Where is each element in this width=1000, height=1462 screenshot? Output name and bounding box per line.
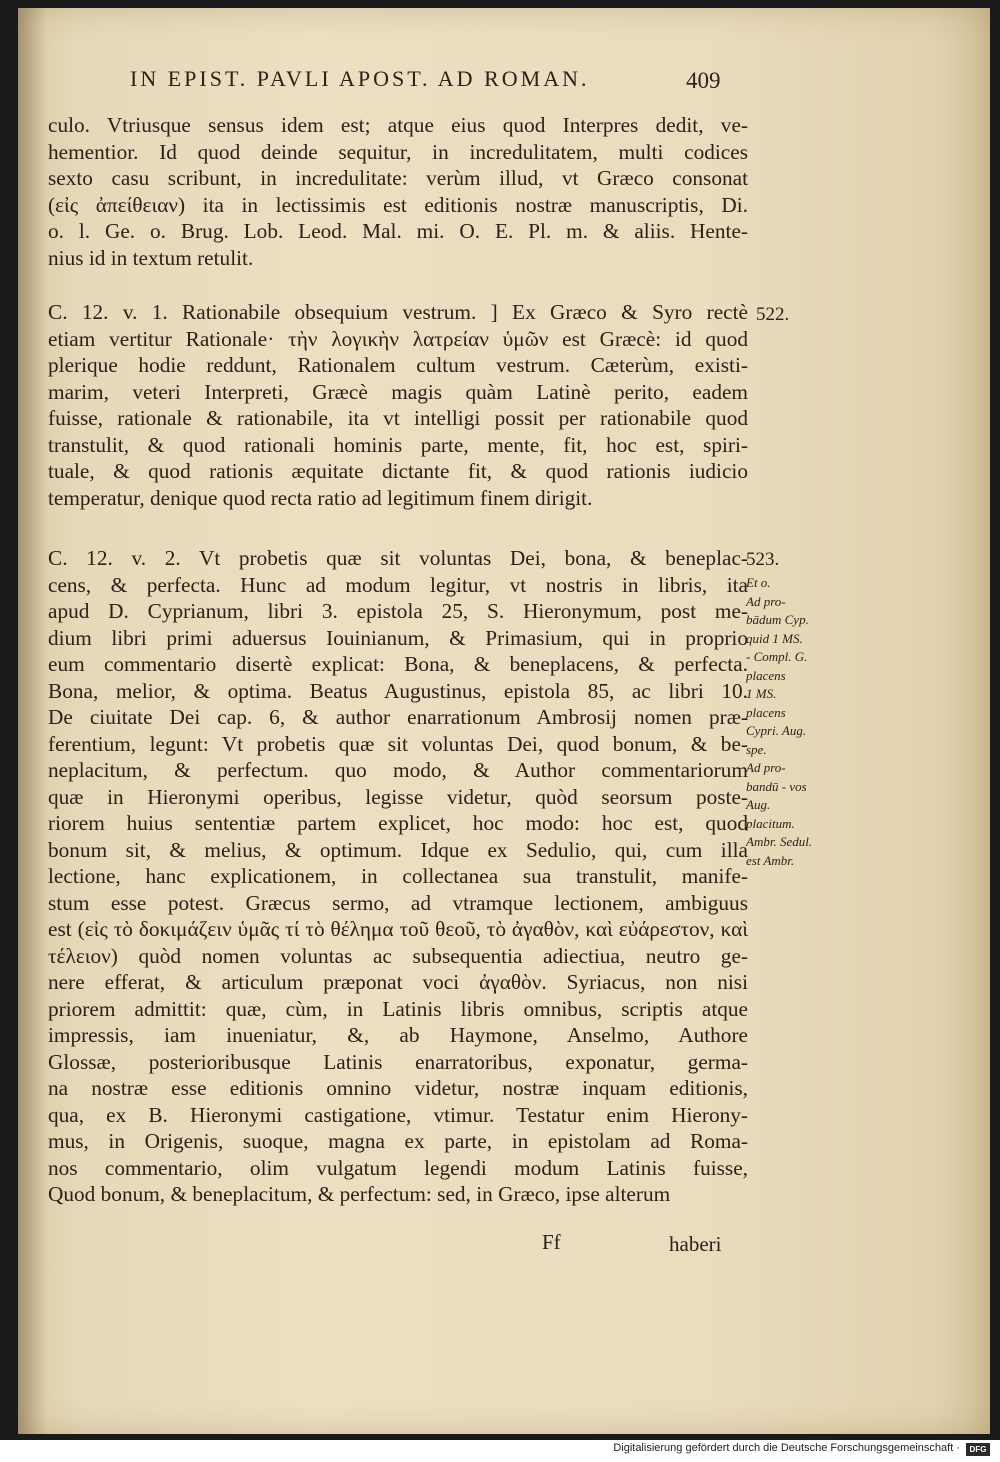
text-line: dium libri primi aduersus Iouinianum, & Primasium, qui in proprio: [48, 625, 748, 650]
text-line: τέλειον) quòd nomen voluntas ac subsequentia adiectiua, neutro ge-: [48, 943, 748, 968]
dfg-logo: DFG: [966, 1443, 990, 1456]
text-line: hementior. Id quod deinde sequitur, in incredulitatem, multi codices: [48, 139, 748, 164]
text-line: riorem huius sententiæ partem explicet, hoc modo: hoc est, quod: [48, 811, 748, 835]
text-line: De ciuitate Dei cap. 6, & author enarrationum Ambrosij nomen præ-: [48, 705, 748, 729]
text-line: mus, in Origenis, suoque, magna ex parte, in epistolam ad Roma-: [48, 1129, 748, 1153]
text-line: nos commentario, olim vulgatum legendi modum Latinis fuisse,: [48, 1155, 748, 1180]
margin-note: Ad pro-: [746, 760, 786, 775]
text-line: Glossæ, posterioribusque Latinis enarratoribus, exponatur, germa-: [48, 1049, 748, 1074]
text-line: Quod bonum, & beneplacitum, & perfectum: sed, in Græco, ipse alterum: [48, 1182, 671, 1206]
margin-note: spe.: [746, 741, 767, 757]
text-line: eum commentario disertè explicat: Bona, & beneplacens, & perfecta.: [48, 652, 748, 676]
margin-note: Et o.: [746, 575, 771, 590]
text-line: transtulit, & quod rationali hominis parte, mente, fit, hoc est, spiri-: [48, 432, 748, 457]
text-line: quæ in Hieronymi operibus, legisse videtur, quòd seorsum poste-: [48, 784, 748, 809]
text-line: temperatur, denique quod recta ratio ad legitimum finem dirigit.: [48, 485, 593, 510]
margin-note: Aug.: [746, 797, 771, 812]
text-line: cens, & perfecta. Hunc ad modum legitur, vt nostris in libris, ita: [48, 572, 748, 597]
text-line: C. 12. v. 1. Rationabile obsequium vestrum. ] Ex Græco & Syro rectè: [48, 300, 748, 324]
margin-note: - Compl. G.: [746, 649, 808, 664]
margin-note: bandū - vos: [746, 778, 807, 794]
text-line: qua, ex B. Hieronymi castigatione, vtimur. Testatur enim Hierony-: [48, 1102, 748, 1127]
book-page: [18, 8, 990, 1434]
text-line: fuisse, rationale & rationabile, ita vt intelligi possit per rationabile quod: [48, 406, 748, 430]
text-line: marim, veteri Interpreti, Græcè magis quàm Latinè perito, eadem: [48, 379, 748, 404]
text-line: impressis, iam inueniatur, &, ab Haymone, Anselmo, Authore: [48, 1023, 748, 1047]
folio-number: 409: [686, 68, 721, 93]
page-gutter-shadow: [18, 8, 46, 1434]
text-line: nius id in textum retulit.: [48, 245, 254, 270]
margin-note: quid 1 MS.: [746, 630, 803, 646]
paragraph-2: [48, 299, 748, 511]
text-line: plerique hodie reddunt, Rationalem cultum vestrum. Cæterùm, existi-: [48, 353, 748, 377]
margin-note: 1 MS.: [746, 686, 777, 701]
footer-credit: Digitalisierung gefördert durch die Deutsche Forschungsgemeinschaft ·: [613, 1442, 960, 1454]
margin-note: bādum Cyp.: [746, 612, 809, 627]
margin-note: placitum.: [746, 815, 795, 831]
text-line: etiam vertitur Rationale· τὴν λογικὴν λατρείαν ὑμῶν est Græcè: id quod: [48, 326, 748, 351]
text-line: C. 12. v. 2. Vt probetis quæ sit voluntas Dei, bona, & beneplac-: [48, 546, 748, 570]
margin-note: Ad pro-: [746, 593, 786, 609]
running-head: IN EPIST. PAVLI APOST. AD ROMAN.: [130, 66, 590, 91]
margin-note: est Ambr.: [746, 852, 795, 868]
paragraph-3: [48, 545, 748, 1208]
text-line: o. l. Ge. o. Brug. Lob. Leod. Mal. mi. O. E. Pl. m. & aliis. Hente-: [48, 219, 748, 243]
text-line: Bona, melior, & optima. Beatus Augustinus, epistola 85, ac libri 10.: [48, 678, 748, 703]
margin-note: Ambr. Sedul.: [746, 834, 813, 849]
text-line: sexto casu scribunt, in incredulitate: verùm illud, vt Græco consonat: [48, 166, 748, 190]
text-line: (εἰς ἀπείθειαν) ita in lectissimis est editionis nostræ manuscriptis, Di.: [48, 192, 748, 217]
text-line: priorem admittit: quæ, cùm, in Latinis libris omnibus, scriptis atque: [48, 996, 748, 1021]
text-line: na nostræ esse editionis omnino videtur, nostræ inquam editionis,: [48, 1076, 748, 1100]
catchword: haberi: [669, 1232, 722, 1256]
margin-note: placens: [746, 704, 786, 720]
text-line: culo. Vtriusque sensus idem est; atque eius quod Interpres dedit, ve-: [48, 113, 748, 137]
margin-note: Cypri. Aug.: [746, 723, 807, 738]
text-line: apud D. Cyprianum, libri 3. epistola 25, S. Hieronymum, post me-: [48, 599, 748, 623]
paragraph-1: [48, 112, 748, 271]
text-line: stum esse potest. Græcus sermo, ad vtramque lectionem, ambiguus: [48, 890, 748, 915]
margin-notes: [746, 574, 826, 870]
margin-number: 522.: [756, 304, 790, 325]
signature-mark: Ff: [542, 1230, 561, 1254]
text-line: tuale, & quod rationis æquitate dictante fit, & quod rationis iudicio: [48, 459, 748, 483]
margin-number: 523.: [746, 549, 780, 570]
text-line: neplacitum, & perfectum. quo modo, & Author commentariorum: [48, 758, 748, 782]
text-line: nere efferat, & articulum præponat voci ἀγαθὸν. Syriacus, non nisi: [48, 970, 748, 994]
text-line: ferentium, legunt: Vt probetis quæ sit voluntas Dei, quod bonum, & be-: [48, 731, 748, 756]
margin-note: placens: [746, 667, 786, 683]
text-line: est (εἰς τὸ δοκιμάζειν ὑμᾶς τί τὸ θέλημα τοῦ θεοῦ, τὸ ἀγαθὸν, καὶ εὐάρεστον, καὶ: [48, 917, 748, 941]
text-line: bonum sit, & melius, & optimum. Idque ex Sedulio, qui, cum illa: [48, 837, 748, 862]
text-line: lectione, hanc explicationem, in collectanea sua transtulit, manife-: [48, 864, 748, 888]
